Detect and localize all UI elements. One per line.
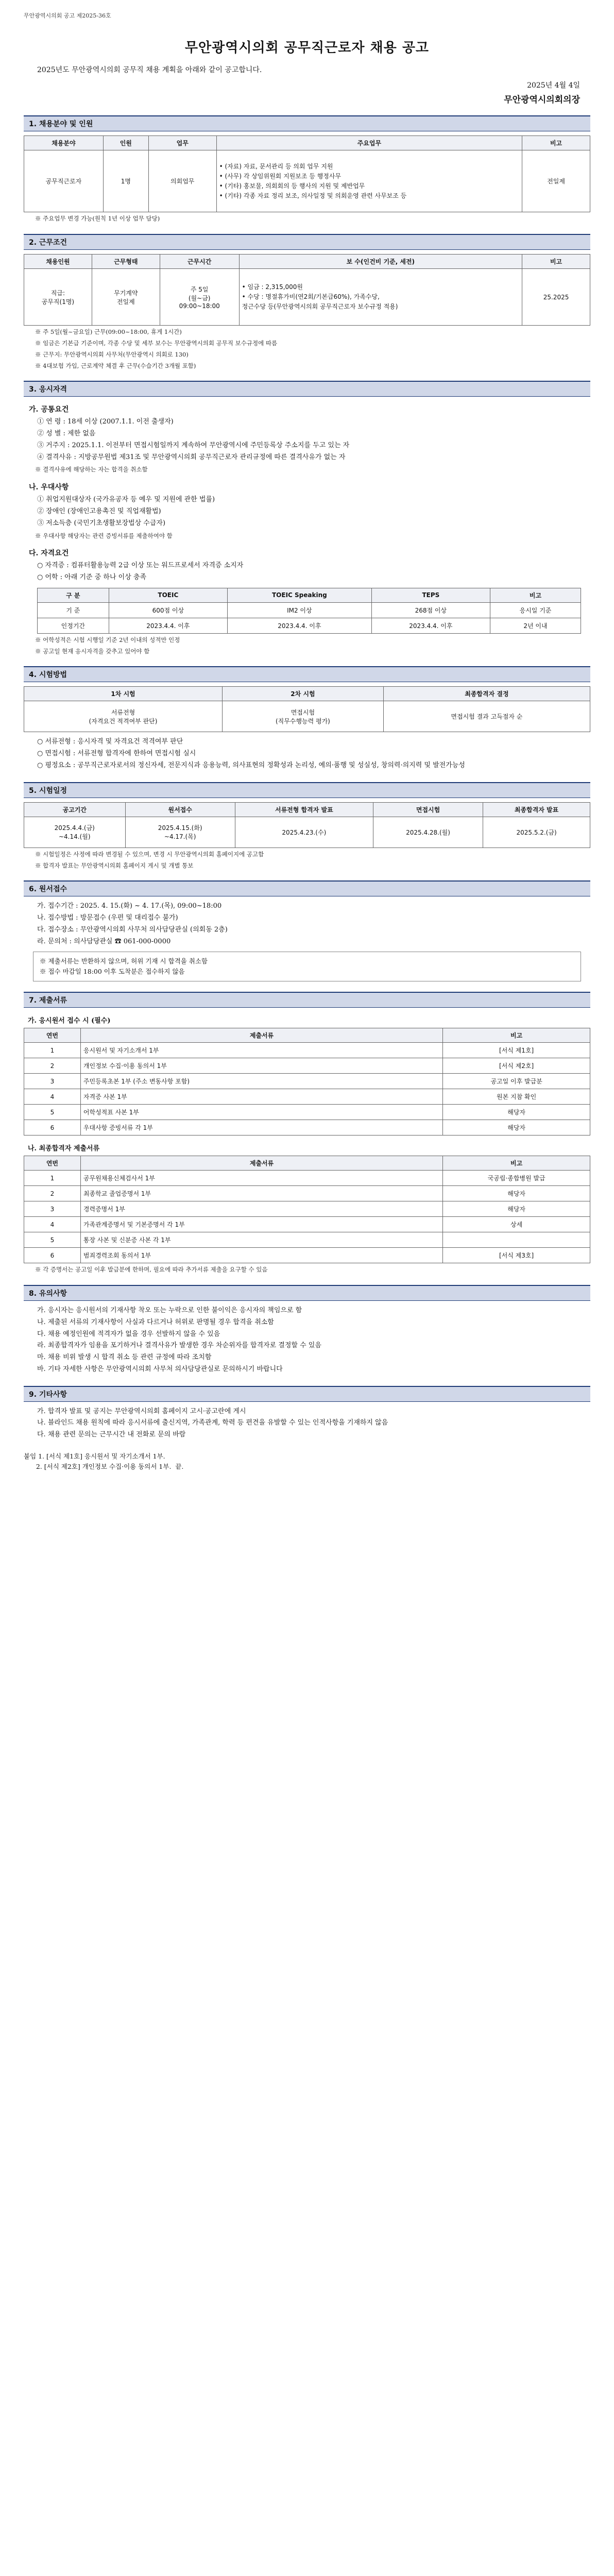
header-form: 근무형태 (92, 255, 160, 269)
section-7-title: 7. 제출서류 (24, 992, 590, 1008)
documents-note: ※ 각 증명서는 공고일 이후 발급분에 한하며, 필요에 따라 추가서류 제출을 요구할 수 있음 (35, 1266, 268, 1274)
table-cell: 2 (24, 1186, 81, 1201)
table-cell: 600점 이상 (109, 602, 227, 618)
table-row (24, 1089, 590, 1105)
header-duty: 업무 (148, 136, 216, 150)
table-cell: 주민등록초본 1부 (주소 변동사항 포함) (80, 1074, 442, 1089)
table-cell: 서류전형 (자격요건 적격여부 판단) (24, 701, 223, 732)
subheading-preference: 나. 우대사항 (29, 483, 69, 492)
requirement-item: ③ 거주지 : 2025.1.1. 이전부터 면접시험일까지 계속하여 무안광역시에 주민등록상 주소지를 두고 있는 자 (37, 441, 350, 449)
table-cell: 2 (24, 1058, 81, 1074)
table-row (24, 1201, 590, 1217)
table-cell: 2023.4.4. 이후 (371, 618, 490, 633)
table-cell: 1 (24, 1043, 81, 1058)
caution-item: 마. 채용 비위 발생 시 합격 취소 등 관련 규정에 따라 조치함 (37, 1353, 212, 1362)
table-cell: IM2 이상 (227, 602, 371, 618)
table-cell: 5 (24, 1105, 81, 1120)
cell-count: 직급: 공무직(1명) (24, 269, 92, 326)
preference-item: ② 장애인 (장애인고용촉진 및 직업재활법) (37, 507, 161, 516)
section-9-title: 9. 기타사항 (24, 1386, 590, 1402)
section-1-title: 1. 채용분야 및 인원 (24, 115, 590, 131)
table-cell: 기 준 (38, 602, 109, 618)
table-row (24, 1217, 590, 1232)
section-8-title: 8. 유의사항 (24, 1285, 590, 1301)
requirement-note: ※ 결격사유에 해당하는 자는 합격을 취소함 (35, 466, 148, 473)
application-item: 가. 접수기간 : 2025. 4. 15.(화) ~ 4. 17.(목), 09:00~18:00 (37, 902, 222, 910)
header-cell: 최종합격자 결정 (383, 687, 590, 701)
table-cell: 국공립·종합병원 발급 (443, 1171, 590, 1186)
table-cell: 2025.5.2.(금) (483, 817, 590, 848)
exam-note: ○ 면접시험 : 서류전형 합격자에 한하여 면접시험 실시 (37, 750, 196, 758)
schedule-note: ※ 합격자 발표는 무안광역시의회 홈페이지 게시 및 개별 통보 (35, 861, 194, 869)
cell-tasks: • (자료) 자료, 문서관리 등 의회 업무 지원 • (사무) 각 상임위원회 지원보조 등 행정사무 • (기타) 홍보물, 의회회의 등 행사의 지원 및 제반업무 • (기타) 각종 자료 정리 보조, 의사일정 및 의회운영 관련 사무보조 등 (216, 150, 522, 212)
qualification-item: ○ 어학 : 아래 기준 중 하나 이상 충족 (37, 573, 147, 582)
table-row (24, 1120, 590, 1136)
table-cell: 3 (24, 1201, 81, 1217)
header-cell: 구 분 (38, 588, 109, 602)
table-row (24, 1058, 590, 1074)
table-cell: 2025.4.15.(화) ~4.17.(목) (125, 817, 235, 848)
doc-intro: 2025년도 무안광역시의회 공무직 채용 계획을 아래와 같이 공고합니다. (37, 66, 262, 74)
exam-note: ○ 서류전형 : 응시자격 및 자격요건 적격여부 판단 (37, 738, 183, 746)
table-cell: 어학성적표 사본 1부 (80, 1105, 442, 1120)
table-cell: 우대사항 증빙서류 각 1부 (80, 1120, 442, 1136)
table-cell: 최종학교 졸업증명서 1부 (80, 1186, 442, 1201)
other-item: 다. 채용 관련 문의는 근무시간 내 전화로 문의 바람 (37, 1431, 186, 1439)
table-cell: [서식 제3호] (443, 1248, 590, 1263)
caution-item: 다. 채용 예정인원에 적격자가 없을 경우 선발하지 않을 수 있음 (37, 1330, 220, 1338)
table-cell: 응시일 기준 (490, 602, 581, 618)
cell-hours: 주 5일 (월~금) 09:00~18:00 (160, 269, 239, 326)
table-cell: 4 (24, 1217, 81, 1232)
table-cell: 면접시험 (직무수행능력 평가) (223, 701, 384, 732)
table-cell: 2025.4.28.(월) (373, 817, 483, 848)
caution-item: 라. 최종합격자가 임용을 포기하거나 결격사유가 발생한 경우 차순위자를 합격자로 결정할 수 있음 (37, 1342, 321, 1350)
attachment-line: 붙임 1. [서식 제1호] 응시원서 및 자기소개서 1부. (24, 1452, 165, 1460)
table-cell: 4 (24, 1089, 81, 1105)
attachment-line: 2. [서식 제2호] 개인정보 수집·이용 동의서 1부. 끝. (24, 1462, 184, 1470)
table-cell: 응시원서 및 자기소개서 1부 (80, 1043, 442, 1058)
header-cell: 서류전형 합격자 발표 (235, 802, 373, 817)
section-2-note: ※ 주 5일(월~금요일) 근무(09:00~18:00, 휴게 1시간) (35, 328, 182, 336)
header-cell: 공고기간 (24, 802, 126, 817)
header-tasks: 주요업무 (216, 136, 522, 150)
section-3-title: 3. 응시자격 (24, 381, 590, 397)
cell-note: 전일제 (522, 150, 590, 212)
subheading-qualification: 다. 자격요건 (29, 549, 69, 558)
table-cell: 2025.4.23.(수) (235, 817, 373, 848)
cell-note: 25.2025 (522, 269, 590, 326)
cell-duty: 의회업무 (148, 150, 216, 212)
caution-item: 가. 응시자는 응시원서의 기재사항 착오 또는 누락으로 인한 불이익은 응시자의 책임으로 함 (37, 1307, 302, 1315)
table-cell: 해당자 (443, 1105, 590, 1120)
exam-note: ○ 평정요소 : 공무직근로자로서의 정신자세, 전문지식과 응용능력, 의사표현의 정확성과 논리성, 예의·품행 및 성실성, 창의력·의지력 및 발전가능성 (37, 761, 465, 769)
application-item: 다. 접수장소 : 무안광역시의회 사무처 의사담당관실 (의회동 2층) (37, 925, 228, 934)
table-row (24, 1171, 590, 1186)
final-documents-table (24, 1156, 590, 1263)
application-notice-box: ※ 제출서류는 반환하지 않으며, 허위 기재 시 합격을 취소함 ※ 접수 마감일 18:00 이후 도착분은 접수하지 않음 (33, 952, 581, 981)
table-cell: 원본 지참 확인 (443, 1089, 590, 1105)
requirement-item: ② 성 별 : 제한 없음 (37, 430, 96, 438)
table-row (24, 1232, 590, 1248)
table-cell: 해당자 (443, 1201, 590, 1217)
caution-item: 나. 제출된 서류의 기재사항이 사실과 다르거나 허위로 판명될 경우 합격을 취소함 (37, 1318, 274, 1326)
section-5-title: 5. 시험일정 (24, 782, 590, 798)
preference-item: ③ 저소득층 (국민기초생활보장법상 수급자) (37, 519, 166, 527)
doc-title: 무안광역시의회 공무직근로자 채용 공고 (184, 40, 430, 56)
table-row (24, 1074, 590, 1089)
table-cell: 2023.4.4. 이후 (227, 618, 371, 633)
application-item: 나. 접수방법 : 방문접수 (우편 및 대리접수 불가) (37, 914, 178, 922)
cell-count: 1명 (103, 150, 148, 212)
table-cell: 268점 이상 (371, 602, 490, 618)
table-cell: 1 (24, 1171, 81, 1186)
header-cell: 비고 (490, 588, 581, 602)
table-cell: 6 (24, 1248, 81, 1263)
application-item: 라. 문의처 : 의사담당관실 ☎ 061-000-0000 (37, 937, 171, 945)
requirement-item: ④ 결격사유 : 지방공무원법 제31조 및 무안광역시의회 공무직근로자 관리규정에 따른 결격사유가 없는 자 (37, 453, 346, 461)
table-row (24, 1186, 590, 1201)
table-cell: 해당자 (443, 1120, 590, 1136)
header-cell: 면접시험 (373, 802, 483, 817)
header-note: 비고 (522, 136, 590, 150)
cell-field: 공무직근로자 (24, 150, 104, 212)
header-cell: 제출서류 (80, 1028, 442, 1043)
section-2-note: ※ 근무지: 무안광역시의회 사무처(무안광역시 의회로 130) (35, 350, 189, 358)
table-cell: 2025.4.4.(금) ~4.14.(월) (24, 817, 126, 848)
header-cell: 2차 시험 (223, 687, 384, 701)
doc-reference: 무안광역시의회 공고 제2025-36호 (24, 12, 111, 19)
table-row (24, 1105, 590, 1120)
qualification-item: ○ 자격증 : 컴퓨터활용능력 2급 이상 또는 워드프로세서 자격증 소지자 (37, 562, 244, 570)
table-cell: 면접시험 결과 고득점자 순 (383, 701, 590, 732)
header-cell: 연번 (24, 1156, 81, 1171)
header-cell: TEPS (371, 588, 490, 602)
table-cell: 6 (24, 1120, 81, 1136)
header-cell: 최종합격자 발표 (483, 802, 590, 817)
section-4-title: 4. 시험방법 (24, 666, 590, 682)
section-2-note: ※ 임금은 기본급 기준이며, 각종 수당 및 세부 보수는 무안광역시의회 공무직 보수규정에 따름 (35, 340, 278, 347)
documents-required-heading: 가. 응시원서 접수 시 (필수) (28, 1017, 111, 1025)
section-6-title: 6. 원서접수 (24, 880, 590, 896)
header-cell: 1차 시험 (24, 687, 223, 701)
header-cell: TOEIC Speaking (227, 588, 371, 602)
qualification-note: ※ 공고일 현재 응시자격을 갖추고 있어야 함 (35, 647, 150, 655)
table-cell: 2023.4.4. 이후 (109, 618, 227, 633)
other-item: 나. 블라인드 채용 원칙에 따라 응시서류에 출신지역, 가족관계, 학력 등 편견을 유발할 수 있는 인적사항을 기재하지 않음 (37, 1419, 388, 1427)
subheading-common: 가. 공통요건 (29, 405, 69, 414)
header-note: 비고 (522, 255, 590, 269)
table-cell: 해당자 (443, 1186, 590, 1201)
header-cell: 비고 (443, 1028, 590, 1043)
table-cell: 개인정보 수집·이용 동의서 1부 (80, 1058, 442, 1074)
requirement-item: ① 연 령 : 18세 이상 (2007.1.1. 이전 출생자) (37, 418, 174, 426)
table-cell: 인정기간 (38, 618, 109, 633)
cell-pay: • 임금 : 2,315,000원 • 수당 : 명절휴가비(연2회/기본급60%), 가족수당, 정근수당 등(무안광역시의회 공무직근로자 보수규정 적용) (239, 269, 522, 326)
preference-note: ※ 우대사항 해당자는 관련 증빙서류를 제출하여야 함 (35, 532, 173, 539)
table-cell: 5 (24, 1232, 81, 1248)
caution-item: 바. 기타 자세한 사항은 무안광역시의회 사무처 의사담당관실로 문의하시기 바랍니다 (37, 1365, 283, 1373)
header-cell: 제출서류 (80, 1156, 442, 1171)
table-cell: 통장 사본 및 신분증 사본 각 1부 (80, 1232, 442, 1248)
other-item: 가. 합격자 발표 및 공지는 무안광역시의회 홈페이지 고시·공고란에 게시 (37, 1407, 246, 1415)
preference-item: ① 취업지원대상자 (국가유공자 등 예우 및 지원에 관한 법률) (37, 496, 215, 504)
table-row (24, 1043, 590, 1058)
section-2-note: ※ 4대보험 가입, 근로계약 체결 후 근무(수습기간 3개월 포함) (35, 362, 196, 369)
section-2-title: 2. 근무조건 (24, 234, 590, 250)
header-field: 채용분야 (24, 136, 104, 150)
documents-final-heading: 나. 최종합격자 제출서류 (28, 1145, 100, 1153)
doc-date: 2025년 4월 4일 (527, 81, 580, 90)
language-table (37, 588, 581, 634)
table-cell (443, 1232, 590, 1248)
header-cell: 연번 (24, 1028, 81, 1043)
table-cell: 3 (24, 1074, 81, 1089)
header-count: 인원 (103, 136, 148, 150)
table-cell: 공무원채용신체검사서 1부 (80, 1171, 442, 1186)
exam-method-table (24, 686, 590, 732)
table-cell: 범죄경력조회 동의서 1부 (80, 1248, 442, 1263)
qualification-note: ※ 어학성적은 시험 시행일 기준 2년 이내의 성적만 인정 (35, 636, 180, 643)
recruit-table (24, 135, 590, 212)
table-cell: 2년 이내 (490, 618, 581, 633)
header-hours: 근무시간 (160, 255, 239, 269)
table-cell: 상세 (443, 1217, 590, 1232)
table-cell: [서식 제2호] (443, 1058, 590, 1074)
header-cell: TOEIC (109, 588, 227, 602)
section-1-note: ※ 주요업무 변경 가능(원칙 1년 이상 업무 담당) (35, 215, 160, 223)
table-row (24, 1248, 590, 1263)
table-cell: 자격증 사본 1부 (80, 1089, 442, 1105)
schedule-note: ※ 시험일정은 사정에 따라 변경될 수 있으며, 변경 시 무안광역시의회 홈페이지에 공고함 (35, 850, 264, 858)
table-cell: 경력증명서 1부 (80, 1201, 442, 1217)
required-documents-table (24, 1028, 590, 1136)
table-cell: 공고일 이후 발급분 (443, 1074, 590, 1089)
cell-form: 무기계약 전일제 (92, 269, 160, 326)
doc-agency: 무안광역시의회의장 (504, 95, 580, 106)
header-pay: 보 수(인건비 기준, 세전) (239, 255, 522, 269)
header-count: 채용인원 (24, 255, 92, 269)
table-cell: 가족관계증명서 및 기본증명서 각 1부 (80, 1217, 442, 1232)
schedule-table (24, 802, 590, 848)
header-cell: 비고 (443, 1156, 590, 1171)
table-cell: [서식 제1호] (443, 1043, 590, 1058)
conditions-table (24, 254, 590, 326)
header-cell: 원서접수 (125, 802, 235, 817)
